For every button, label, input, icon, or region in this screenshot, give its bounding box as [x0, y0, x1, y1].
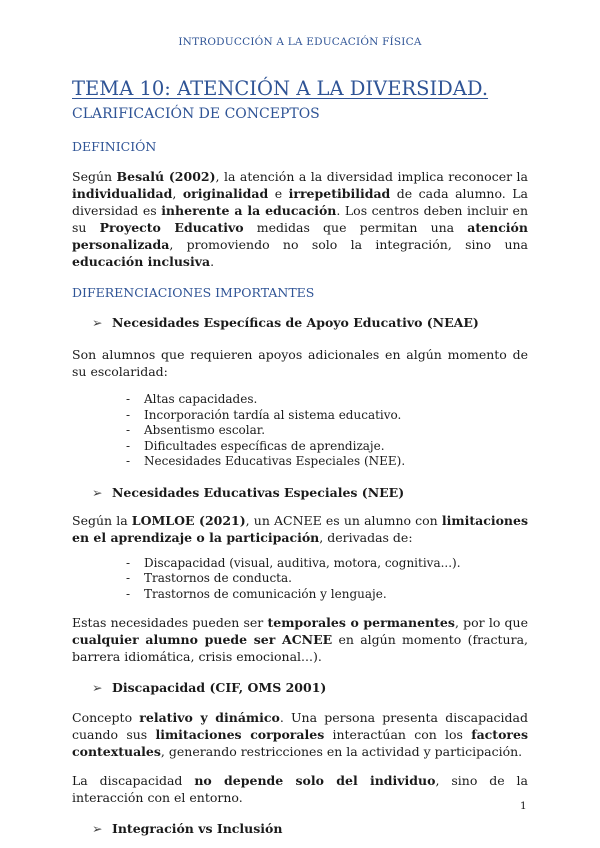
discapacidad-heading: ➢ Discapacidad (CIF, OMS 2001)	[92, 680, 327, 695]
diferenciaciones-heading: DIFERENCIACIONES IMPORTANTES	[72, 285, 315, 300]
definicion-heading: DEFINICIÓN	[72, 139, 157, 154]
integracion-heading: ➢ Integración vs Inclusión	[92, 821, 283, 836]
nee-heading: ➢ Necesidades Educativas Especiales (NEE)	[92, 484, 405, 500]
page-header: INTRODUCCIÓN A LA EDUCACIÓN FÍSICA	[178, 36, 422, 48]
arrow-bullet-icon: ➢	[92, 680, 103, 695]
arrow-bullet-icon: ➢	[92, 484, 103, 500]
arrow-bullet-icon: ➢	[92, 821, 103, 836]
nee-intro: Según la LOMLOE (2021), un ACNEE es un alumno con limitaciones en el aprendizaje o la participación, derivadas de:	[72, 512, 528, 545]
page-title: TEMA 10: ATENCIÓN A LA DIVERSIDAD.	[72, 77, 489, 100]
list-item: - Dificultades específicas de aprendizaje.	[126, 439, 528, 455]
list-item: - Necesidades Educativas Especiales (NEE).	[126, 454, 528, 470]
neae-heading: ➢ Necesidades Específicas de Apoyo Educativo (NEAE)	[92, 315, 479, 330]
discapacidad-paragraph-1: Concepto relativo y dinámico. Una persona presenta discapacidad cuando sus limitaciones corporales interactúan con los factores contextuales, generando restricciones en la actividad y participación.	[72, 710, 528, 759]
neae-intro: Son alumnos que requieren apoyos adicionales en algún momento de su escolaridad:	[72, 347, 528, 379]
section-subtitle: CLARIFICACIÓN DE CONCEPTOS	[72, 106, 320, 122]
list-item: - Discapacidad (visual, auditiva, motora, cognitiva...).	[126, 556, 528, 572]
discapacidad-paragraph-2: La discapacidad no depende solo del individuo, sino de la interacción con el entorno.	[72, 773, 529, 805]
nee-list	[72, 556, 528, 603]
document-body	[72, 78, 528, 838]
list-item: - Altas capacidades.	[126, 392, 528, 408]
definicion-paragraph: Según Besalú (2002), la atención a la diversidad implica reconocer la individualidad, originalidad e irrepetibilidad de cada alumno. La diversidad es inherente a la educación. Los centros deben incluir en su Proyecto Educativo medidas que permitan una atención personalizada, promoviendo no solo la integración, sino una educación inclusiva.	[72, 169, 529, 269]
nee-note: Estas necesidades pueden ser temporales o permanentes, por lo que cualquier alumno puede ser ACNEE en algún momento (fractura, barrera idiomática, crisis emocional...).	[72, 615, 528, 664]
arrow-bullet-icon: ➢	[92, 315, 103, 330]
list-item: - Trastornos de comunicación y lenguaje.	[126, 587, 528, 603]
list-item: - Absentismo escolar.	[126, 423, 528, 439]
page-number: 1	[520, 800, 527, 812]
list-item: - Incorporación tardía al sistema educativo.	[126, 408, 528, 424]
neae-list	[72, 392, 528, 470]
list-item: - Trastornos de conducta.	[126, 571, 528, 587]
